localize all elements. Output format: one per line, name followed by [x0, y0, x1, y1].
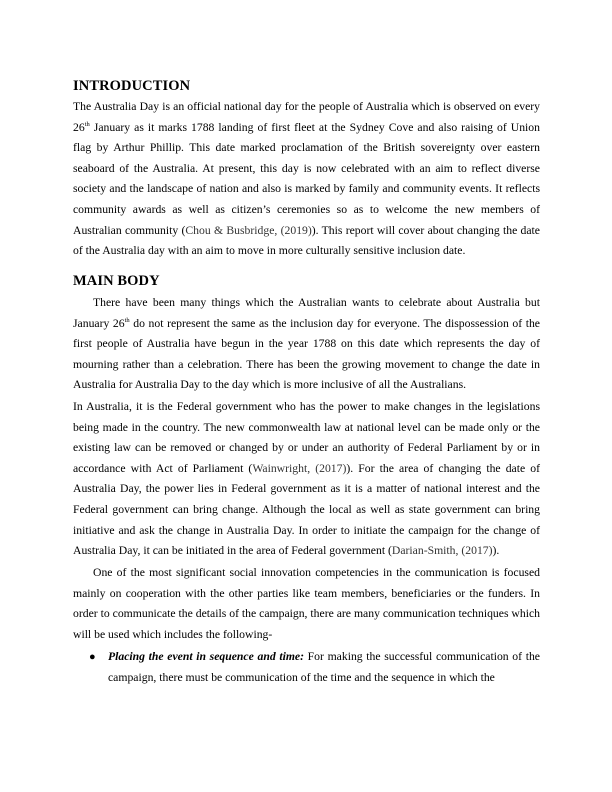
superscript: th — [84, 120, 90, 128]
main-body-paragraph-2 — [73, 397, 540, 562]
citation: Wainwright, (2017) — [252, 461, 347, 475]
bullet-icon: ● — [89, 651, 96, 663]
text-run: January as it marks 1788 landing of first fleet at the Sydney Cove and also raising of Union flag by Arthur Phillip. This date marked proclamation of the British sovereignty over eastern seaboard of the Australia. At present, this day is now celebrated with an aim to reflect diverse society and the landscape of nation and also is marked by family and community events. It reflects community awards as well as citizen’s ceremonies so as to welcome the new members of Australian community ( — [73, 120, 540, 237]
bullet-title: Placing the event in sequence and time: — [108, 650, 304, 663]
main-body-paragraph-1 — [73, 293, 540, 396]
main-body-heading: MAIN BODY — [73, 273, 160, 289]
text-run: The Australia Day is an official national day for the people of Australia which is observed on every 26 — [73, 100, 540, 134]
text-run: ). — [492, 544, 500, 558]
text-run: do not represent the same as the inclusion day for everyone. The dispossession of the first people of Australia have begun in the year 1788 on this date which represents the day of mourning rather than a celebration. There has been the growing movement to change the date in Australia for Australia Day to the day which is more inclusive of all the Australians. — [73, 316, 540, 392]
citation: Darian-Smith, (2017) — [391, 544, 493, 558]
text-run: ). For the area of changing the date of Australia Day, the power lies in Federal government as it is a matter of national interest and the Federal government can bring change. Although the local as well as state government can bring initiative and ask the change in Australia Day. In order to initiate the campaign for the change of Australia Day, it can be initiated in the area of Federal government ( — [73, 461, 541, 558]
introduction-heading: INTRODUCTION — [73, 78, 191, 94]
superscript: th — [124, 316, 130, 324]
main-body-paragraph-3: One of the most significant social innovation competencies in the communication is focused mainly on cooperation with the other parties like team members, beneficiaries or the funders. In order to communicate the details of the campaign, there are many communication techniques which will be used which includes the following- — [73, 566, 540, 641]
text-run: ). This report will cover about changing the date of the Australia day with an aim to move in more culturally sensitive inclusion date. — [73, 223, 540, 258]
text-run: There have been many things which the Australian wants to celebrate about Australia but January 26 — [73, 296, 540, 330]
text-run: In Australia, it is the Federal government who has the power to make changes in the legislations being made in the country. The new commonwealth law at national level can be made only or the existing law can be removed or changed by or under an authority of Federal Parliament by or in accordance with Act of Parliament ( — [73, 400, 540, 475]
text-run: For making the successful communication of the campaign, there must be communication of the time and the sequence in which the — [108, 650, 540, 684]
bullet-text — [108, 647, 540, 688]
introduction-paragraph — [73, 97, 540, 262]
citation: Chou & Busbridge, (2019) — [185, 223, 312, 237]
